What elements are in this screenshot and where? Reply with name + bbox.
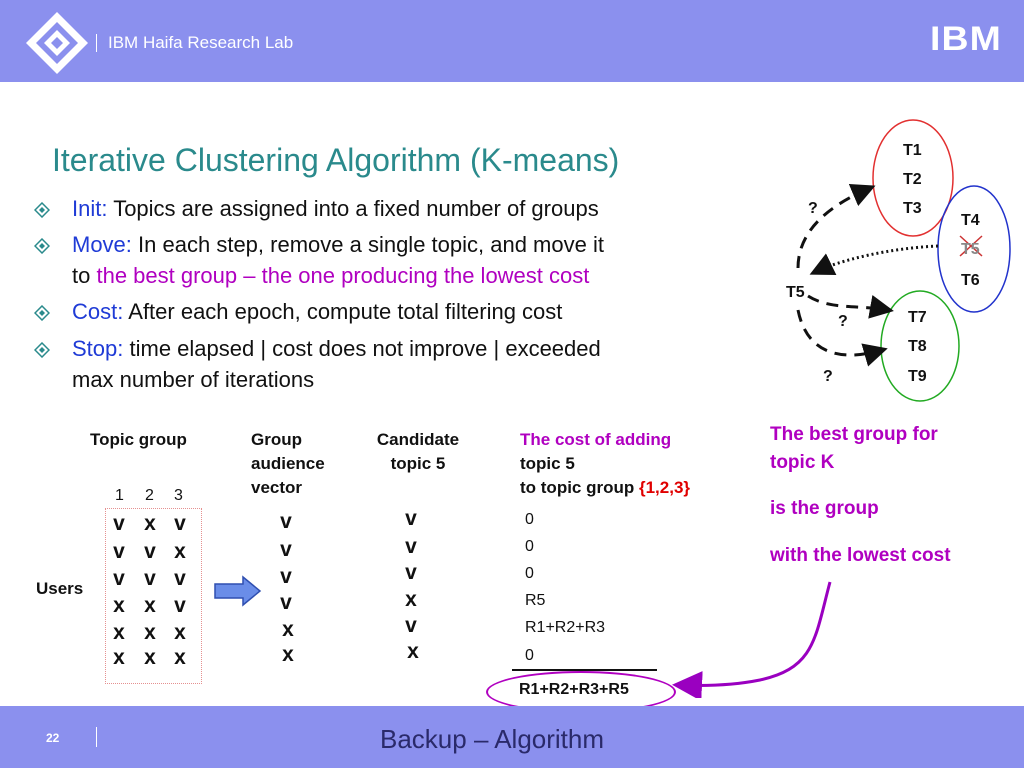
- matrix-cell: x: [174, 646, 186, 669]
- candidate-cell: v: [405, 561, 417, 584]
- matrix-cell: v: [174, 567, 186, 590]
- topic-label: T8: [908, 338, 927, 355]
- candidate-cell: v: [405, 507, 417, 530]
- audience-cell: v: [280, 510, 292, 533]
- header-line: audience: [251, 454, 325, 473]
- topic-label: T4: [961, 212, 980, 229]
- matrix-cell: v: [113, 540, 125, 563]
- bullet-text: time elapsed | cost does not improve | exceeded: [129, 336, 601, 361]
- cost-cell: 0: [525, 538, 534, 555]
- bullet-cost: [72, 299, 562, 325]
- bullet-keyword: Stop:: [72, 336, 124, 361]
- topic-label: T3: [903, 200, 922, 217]
- question-mark: ?: [823, 368, 833, 385]
- cluster-diagram: [770, 110, 1024, 410]
- bullet-stop-line2: max number of iterations: [72, 367, 315, 392]
- header-line: The cost of adding: [520, 430, 672, 449]
- matrix-cell: x: [174, 621, 186, 644]
- right-arrow-icon: [213, 575, 263, 607]
- candidate-cell: x: [407, 640, 419, 663]
- header-line: to topic group: [520, 478, 639, 497]
- topic-label: T2: [903, 171, 922, 188]
- candidate-header: [370, 428, 466, 476]
- curved-arrow-icon: [670, 578, 840, 698]
- bullet-diamond-icon: [34, 342, 50, 358]
- arrow-from-t5: [815, 246, 938, 272]
- matrix-cell: x: [144, 646, 156, 669]
- audience-cell: x: [282, 618, 294, 641]
- matrix-cell: x: [144, 621, 156, 644]
- matrix-cell: x: [113, 621, 125, 644]
- bullet-move: [72, 232, 604, 258]
- matrix-cell: v: [144, 540, 156, 563]
- matrix-cell: x: [113, 594, 125, 617]
- header-line: Candidate: [376, 430, 460, 449]
- header-divider: [96, 34, 97, 52]
- group-number: 1: [115, 487, 124, 504]
- cost-cell: 0: [525, 565, 534, 582]
- total-cost: R1+R2+R3+R5: [519, 681, 629, 698]
- note-line: The best group for: [770, 424, 938, 445]
- topic-label: T9: [908, 368, 927, 385]
- bullet-text: Topics are assigned into a fixed number of groups: [113, 196, 599, 221]
- bullet-move-line2: [72, 263, 589, 289]
- audience-cell: v: [280, 591, 292, 614]
- audience-header: [251, 428, 325, 500]
- group-number: 2: [145, 487, 154, 504]
- cost-cell: 0: [525, 647, 534, 664]
- cost-cell: R5: [525, 592, 546, 609]
- footer-divider: [96, 727, 97, 747]
- cost-cell: R1+R2+R3: [525, 619, 606, 636]
- matrix-cell: x: [144, 594, 156, 617]
- group-number: 3: [174, 487, 183, 504]
- note-line: with the lowest cost: [770, 545, 951, 566]
- bullet-text: After each epoch, compute total filtering cost: [128, 299, 563, 324]
- bullet-diamond-icon: [34, 305, 50, 321]
- header-highlight: {1,2,3}: [638, 478, 691, 497]
- question-mark: ?: [808, 200, 818, 217]
- cost-header: [520, 428, 690, 500]
- audience-cell: v: [280, 538, 292, 561]
- topic-label-removed: T5: [961, 241, 980, 258]
- lab-name: IBM Haifa Research Lab: [108, 33, 294, 52]
- bullet-keyword: Move:: [72, 232, 132, 257]
- slide-title: Iterative Clustering Algorithm (K-means): [52, 142, 620, 178]
- bullet-keyword: Cost:: [72, 299, 124, 324]
- matrix-cell: v: [144, 567, 156, 590]
- page-number: 22: [46, 731, 60, 745]
- note-line: topic K: [770, 452, 835, 473]
- bullet-text: to: [72, 263, 91, 288]
- ibm-brand-logo: IBM: [930, 20, 1002, 58]
- topic-group-header: Topic group: [90, 430, 187, 449]
- header-line: vector: [251, 478, 303, 497]
- bullet-highlight: the best group – the one producing the lowest cost: [96, 263, 590, 288]
- matrix-cell: x: [113, 646, 125, 669]
- matrix-cell: x: [174, 540, 186, 563]
- bullet-diamond-icon: [34, 202, 50, 218]
- arrow-to-group3-top: [808, 296, 888, 310]
- candidate-cell: v: [405, 535, 417, 558]
- matrix-cell: v: [174, 594, 186, 617]
- matrix-cell: v: [113, 567, 125, 590]
- matrix-cell: x: [144, 512, 156, 535]
- header-line: topic 5: [520, 454, 575, 473]
- bullet-keyword: Init:: [72, 196, 108, 221]
- note-line: is the group: [770, 498, 879, 519]
- bullet-diamond-icon: [34, 238, 50, 254]
- audience-cell: x: [282, 643, 294, 666]
- users-label: Users: [36, 579, 84, 598]
- ibm-logo-icon: [24, 10, 90, 76]
- footer-title: Backup – Algorithm: [380, 724, 605, 754]
- header-line: topic 5: [390, 454, 446, 473]
- moving-topic-label: T5: [786, 284, 805, 301]
- candidate-cell: x: [405, 588, 417, 611]
- topic-label: T7: [908, 309, 927, 326]
- matrix-cell: v: [174, 512, 186, 535]
- header-line: Group: [251, 430, 302, 449]
- question-mark: ?: [838, 313, 848, 330]
- bullet-text: In each step, remove a single topic, and move it: [138, 232, 604, 257]
- matrix-cell: v: [113, 512, 125, 535]
- topic-label: T1: [903, 142, 922, 159]
- topic-label: T6: [961, 272, 980, 289]
- cost-cell: 0: [525, 511, 534, 528]
- bullet-init: [72, 196, 599, 222]
- audience-cell: v: [280, 565, 292, 588]
- candidate-cell: v: [405, 614, 417, 637]
- bullet-stop: [72, 336, 601, 362]
